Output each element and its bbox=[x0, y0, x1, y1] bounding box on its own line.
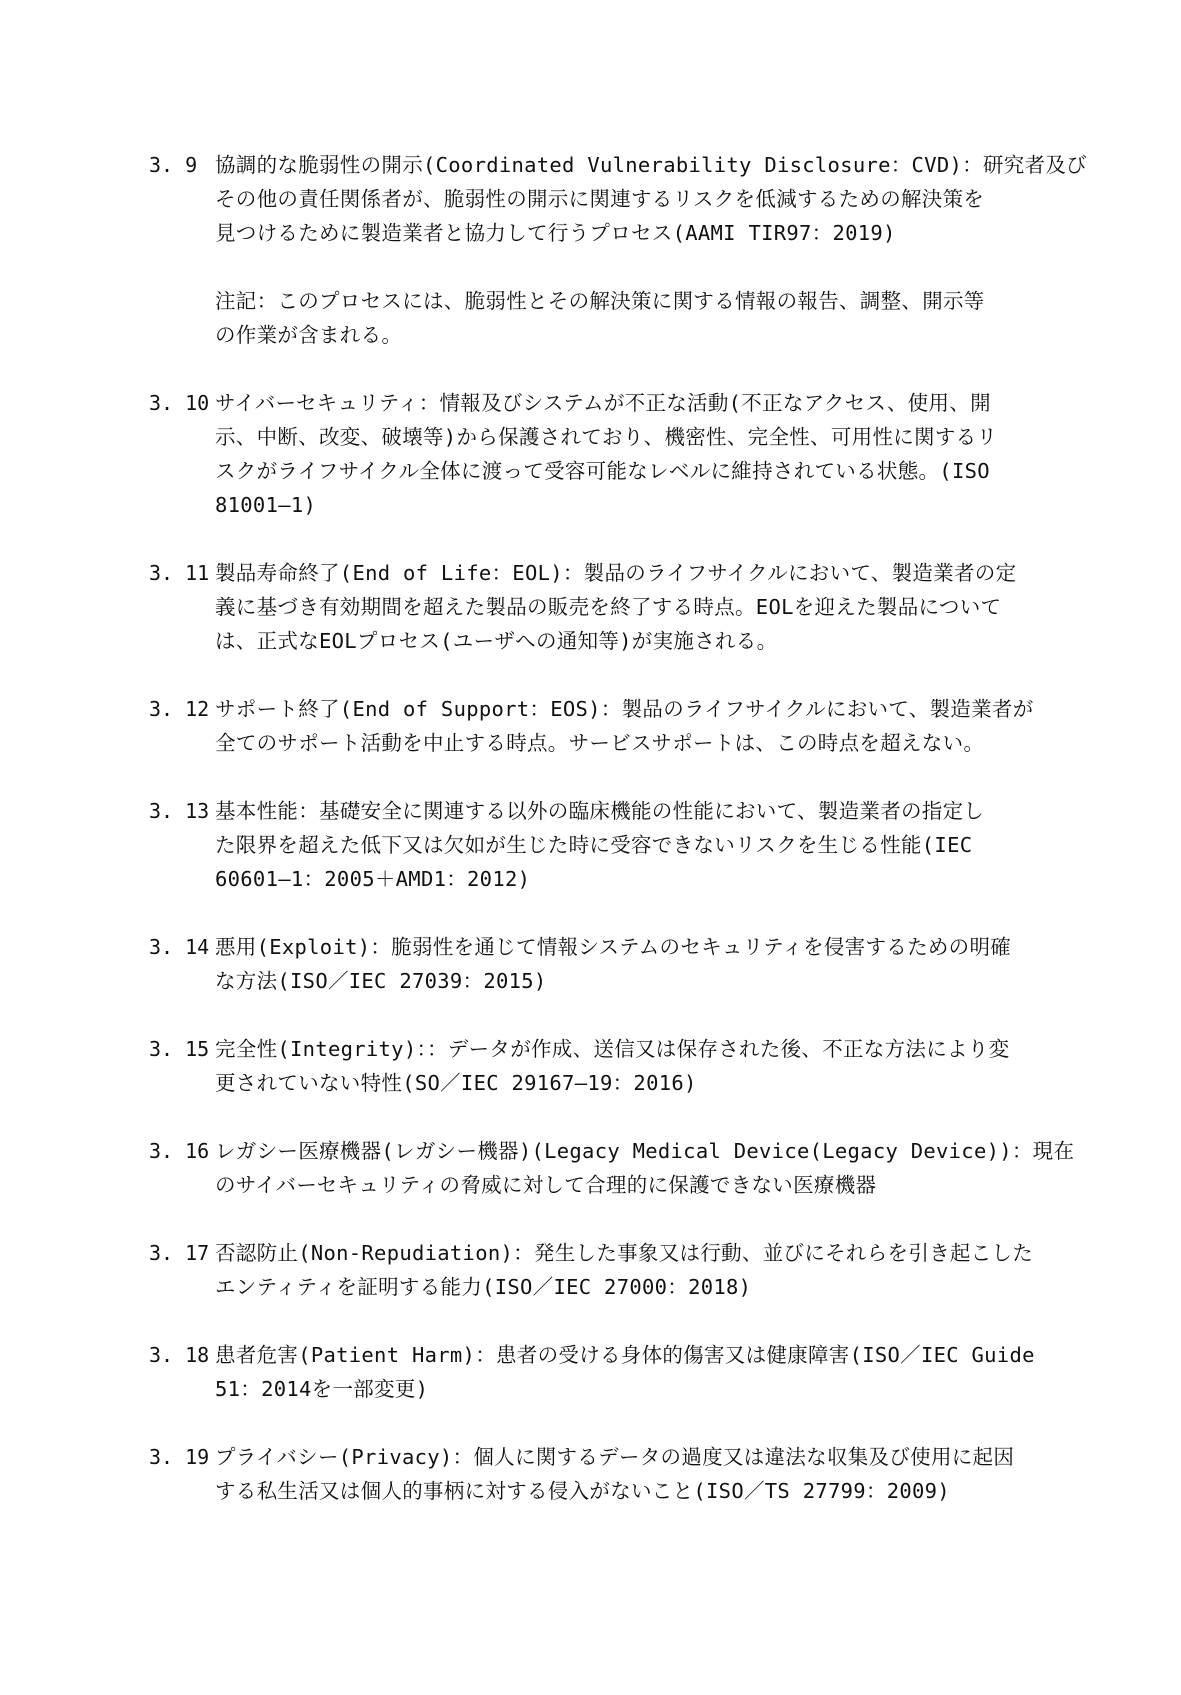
text-line: 示、中断、改変、破壊等)から保護されており、機密性、完全性、可用性に関するリ bbox=[215, 425, 998, 449]
definition-text bbox=[215, 556, 1181, 658]
definition-text bbox=[215, 692, 1181, 760]
definition-note bbox=[215, 284, 1181, 352]
document-page bbox=[0, 148, 1181, 1542]
text-line: た限界を超えた低下又は欠如が生じた時に受容できないリスクを生じる性能(IEC bbox=[215, 833, 973, 857]
text-line: 患者危害(Patient Harm)：患者の受ける身体的傷害又は健康障害(ISO／IEC Guide bbox=[215, 1343, 1035, 1367]
text-line: その他の責任関係者が、脆弱性の開示に関連するリスクを低減するための解決策を bbox=[215, 187, 985, 211]
definition-item bbox=[0, 1134, 1181, 1202]
text-line: な方法(ISO／IEC 27039：2015) bbox=[215, 969, 547, 993]
text-line: のサイバーセキュリティの脅威に対して合理的に保護できない医療機器 bbox=[215, 1173, 877, 1197]
definition-item bbox=[0, 794, 1181, 896]
text-line: エンティティを証明する能力(ISO／IEC 27000：2018) bbox=[215, 1275, 752, 1299]
text-line: 製品寿命終了(End of Life：EOL)：製品のライフサイクルにおいて、製造業者の定 bbox=[215, 561, 1017, 585]
text-line: 81001—1) bbox=[215, 493, 317, 517]
definition-number: 3. 13 bbox=[149, 799, 210, 823]
text-line: スクがライフサイクル全体に渡って受容可能なレベルに維持されている状態。(ISO bbox=[215, 459, 990, 483]
text-line: 全てのサポート活動を中止する時点。サービスサポートは、この時点を超えない。 bbox=[215, 731, 985, 755]
text-line: 基本性能：基礎安全に関連する以外の臨床機能の性能において、製造業者の指定し bbox=[215, 799, 985, 823]
text-line: 悪用(Exploit)：脆弱性を通じて情報システムのセキュリティを侵害するための明確 bbox=[215, 935, 1012, 959]
definition-number: 3. 10 bbox=[149, 391, 210, 415]
definition-text bbox=[215, 386, 1181, 522]
definition-item bbox=[0, 1338, 1181, 1406]
text-line: 協調的な脆弱性の開示(Coordinated Vulnerability Disclosure：CVD)：研究者及び bbox=[215, 153, 1087, 177]
text-line: は、正式なEOLプロセス(ユーザへの通知等)が実施される。 bbox=[215, 629, 778, 653]
text-line: 更されていない特性(SO／IEC 29167—19：2016) bbox=[215, 1071, 697, 1095]
definition-number: 3. 15 bbox=[149, 1037, 210, 1061]
definition-number: 3. 18 bbox=[149, 1343, 210, 1367]
text-line: 見つけるために製造業者と協力して行うプロセス(AAMI TIR97：2019) bbox=[215, 221, 896, 245]
text-line: 51：2014を一部変更) bbox=[215, 1377, 429, 1401]
text-line: する私生活又は個人的事柄に対する侵入がないこと(ISO／TS 27799：2009) bbox=[215, 1479, 950, 1503]
definition-number: 3. 12 bbox=[149, 697, 210, 721]
text-line: プライバシー(Privacy)：個人に関するデータの過度又は違法な収集及び使用に起因 bbox=[215, 1445, 1015, 1469]
definition-text bbox=[215, 1338, 1181, 1406]
text-line: レガシー医療機器(レガシー機器)(Legacy Medical Device(Legacy Device))：現在 bbox=[215, 1139, 1075, 1163]
definition-number: 3. 9 bbox=[149, 153, 198, 177]
definition-text bbox=[215, 930, 1181, 998]
definition-text bbox=[215, 794, 1181, 896]
text-line: 否認防止(Non-Repudiation)：発生した事象又は行動、並びにそれらを引き起こした bbox=[215, 1241, 1034, 1265]
definition-item bbox=[0, 692, 1181, 760]
definition-text bbox=[215, 1236, 1181, 1304]
text-line: サポート終了(End of Support：EOS)：製品のライフサイクルにおいて、製造業者が bbox=[215, 697, 1034, 721]
note-line: の作業が含まれる。 bbox=[215, 323, 403, 347]
definition-text bbox=[215, 148, 1181, 250]
definition-number: 3. 19 bbox=[149, 1445, 210, 1469]
note-line: 注記：このプロセスには、脆弱性とその解決策に関する情報の報告、調整、開示等 bbox=[215, 289, 985, 313]
definition-text bbox=[215, 1032, 1181, 1100]
definition-text bbox=[215, 1134, 1181, 1202]
text-line: 60601—1：2005＋AMD1：2012) bbox=[215, 867, 531, 891]
text-line: 完全性(Integrity)：：データが作成、送信又は保存された後、不正な方法により変 bbox=[215, 1037, 1010, 1061]
definition-item bbox=[0, 1440, 1181, 1508]
definition-item bbox=[0, 148, 1181, 250]
definition-text bbox=[215, 1440, 1181, 1508]
definition-item bbox=[0, 1236, 1181, 1304]
definition-item bbox=[0, 386, 1181, 522]
definition-item bbox=[0, 1032, 1181, 1100]
definition-number: 3. 17 bbox=[149, 1241, 210, 1265]
definition-item bbox=[0, 556, 1181, 658]
text-line: サイバーセキュリティ：情報及びシステムが不正な活動(不正なアクセス、使用、開 bbox=[215, 391, 991, 415]
definition-item bbox=[0, 930, 1181, 998]
text-line: 義に基づき有効期間を超えた製品の販売を終了する時点。EOLを迎えた製品について bbox=[215, 595, 1002, 619]
definition-number: 3. 11 bbox=[149, 561, 210, 585]
definition-number: 3. 14 bbox=[149, 935, 210, 959]
definition-number: 3. 16 bbox=[149, 1139, 210, 1163]
